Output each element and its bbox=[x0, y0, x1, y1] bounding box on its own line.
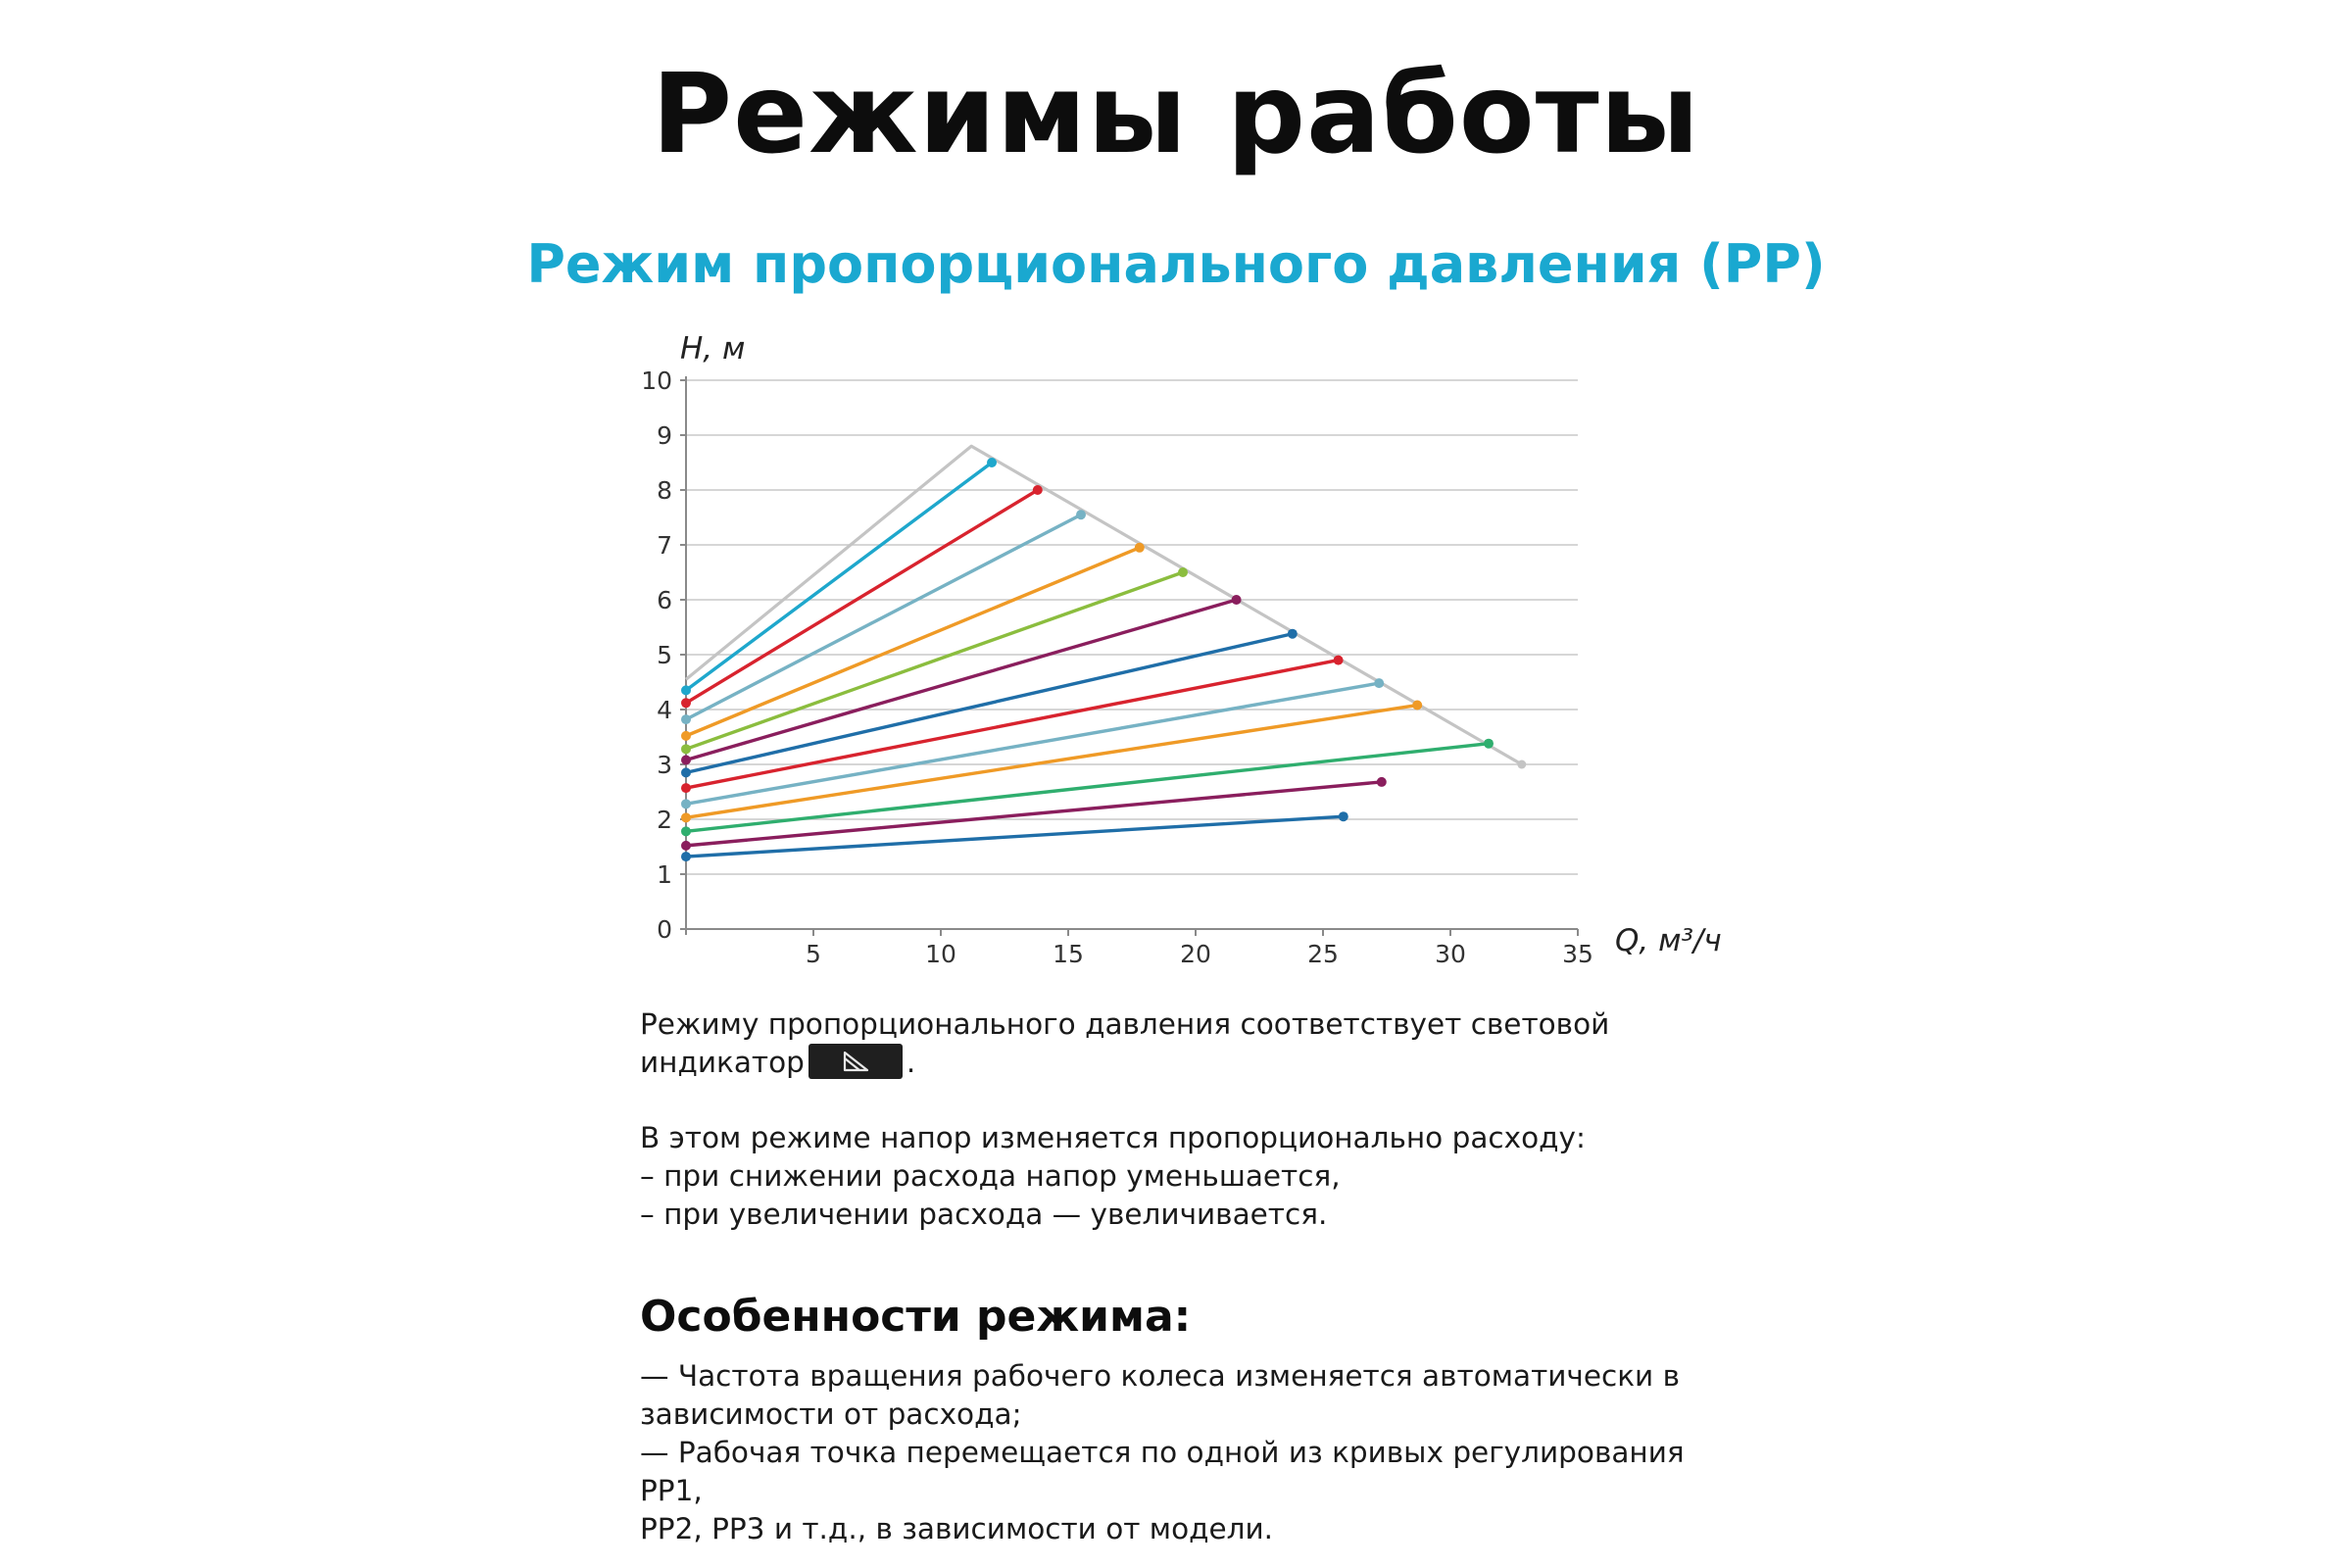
series-point bbox=[681, 767, 691, 777]
y-axis-title: H, м bbox=[680, 331, 746, 367]
series-pp9 bbox=[681, 678, 1384, 808]
y-tick-label: 3 bbox=[657, 751, 672, 779]
features-block bbox=[640, 1357, 1718, 1548]
series-line bbox=[686, 600, 1237, 760]
y-tick-label: 4 bbox=[657, 696, 672, 724]
series-point bbox=[1288, 629, 1298, 639]
series-pp11 bbox=[681, 739, 1494, 837]
chart-series bbox=[681, 446, 1526, 861]
chart-axes bbox=[680, 376, 1578, 936]
series-line bbox=[686, 706, 1417, 818]
series-point bbox=[681, 783, 691, 793]
behavior-block bbox=[640, 1119, 1718, 1234]
series-point bbox=[681, 826, 691, 836]
x-tick-label: 20 bbox=[1180, 940, 1211, 968]
series-point bbox=[987, 458, 997, 467]
behavior-line: – при увеличении расхода — увеличивается. bbox=[640, 1198, 1328, 1231]
series-point bbox=[681, 698, 691, 708]
x-tick-label: 30 bbox=[1435, 940, 1466, 968]
series-point bbox=[681, 756, 691, 765]
feature-line: — Частота вращения рабочего колеса изменяется автоматически в bbox=[640, 1359, 1680, 1393]
description-text: индикатор bbox=[640, 1046, 805, 1079]
series-point bbox=[1076, 510, 1086, 519]
series-pp2 bbox=[681, 485, 1043, 708]
series-line bbox=[686, 572, 1183, 749]
series-point bbox=[1334, 656, 1344, 665]
series-point bbox=[1339, 811, 1348, 821]
description-block bbox=[640, 1005, 1718, 1082]
feature-line: PP2, PP3 и т.д., в зависимости от модели. bbox=[640, 1512, 1274, 1545]
series-point bbox=[681, 744, 691, 754]
series-point bbox=[1374, 678, 1384, 688]
series-point bbox=[1033, 485, 1043, 495]
y-tick-label: 6 bbox=[657, 586, 672, 614]
x-tick-label: 15 bbox=[1053, 940, 1084, 968]
description-line: Режиму пропорционального давления соответствует световой bbox=[640, 1007, 1610, 1041]
series-pp1 bbox=[681, 458, 997, 695]
series-point bbox=[681, 714, 691, 724]
series-line bbox=[686, 490, 1038, 703]
series-pp8 bbox=[681, 656, 1344, 793]
y-tick-label: 10 bbox=[641, 367, 672, 395]
chart-grid bbox=[686, 380, 1578, 874]
series-point bbox=[681, 685, 691, 695]
mode-subtitle: Режим пропорционального давления (PP) bbox=[526, 233, 1826, 295]
y-tick-label: 5 bbox=[657, 641, 672, 669]
y-tick-label: 9 bbox=[657, 421, 672, 450]
page-title: Режимы работы bbox=[652, 51, 1700, 178]
feature-line: — Рабочая точка перемещается по одной из кривых регулирования PP1, bbox=[640, 1436, 1685, 1507]
proportional-pressure-chart bbox=[608, 314, 1744, 990]
behavior-line: В этом режиме напор изменяется пропорционально расходу: bbox=[640, 1121, 1586, 1154]
y-tick-label: 1 bbox=[657, 860, 672, 889]
series-point bbox=[1178, 567, 1188, 577]
envelope-line bbox=[686, 446, 1522, 764]
series-point bbox=[1232, 595, 1242, 605]
y-tick-label: 7 bbox=[657, 531, 672, 560]
series-point bbox=[681, 731, 691, 741]
envelope-end-point bbox=[1517, 760, 1526, 769]
series-point bbox=[681, 799, 691, 808]
x-tick-label: 35 bbox=[1562, 940, 1593, 968]
behavior-line: – при снижении расхода напор уменьшается, bbox=[640, 1159, 1341, 1193]
x-tick-label: 5 bbox=[806, 940, 821, 968]
series-line bbox=[686, 548, 1140, 736]
series-line bbox=[686, 683, 1379, 804]
proportional-pressure-indicator-icon bbox=[808, 1044, 903, 1079]
series-point bbox=[681, 841, 691, 851]
series-point bbox=[681, 852, 691, 861]
description-line bbox=[640, 1044, 1718, 1082]
y-tick-label: 2 bbox=[657, 806, 672, 834]
description-text: . bbox=[906, 1046, 916, 1079]
series-pp12 bbox=[681, 777, 1387, 851]
series-point bbox=[1135, 543, 1145, 553]
feature-line: зависимости от расхода; bbox=[640, 1397, 1022, 1431]
x-tick-label: 25 bbox=[1307, 940, 1339, 968]
y-tick-label: 8 bbox=[657, 476, 672, 505]
series-point bbox=[1377, 777, 1387, 787]
series-point bbox=[681, 812, 691, 822]
series-point bbox=[1484, 739, 1494, 749]
x-tick-label: 10 bbox=[925, 940, 956, 968]
features-title: Особенности режима: bbox=[640, 1292, 1192, 1342]
x-axis-title: Q, м³/ч bbox=[1615, 923, 1722, 958]
y-tick-label: 0 bbox=[657, 915, 672, 944]
series-point bbox=[1412, 701, 1422, 710]
